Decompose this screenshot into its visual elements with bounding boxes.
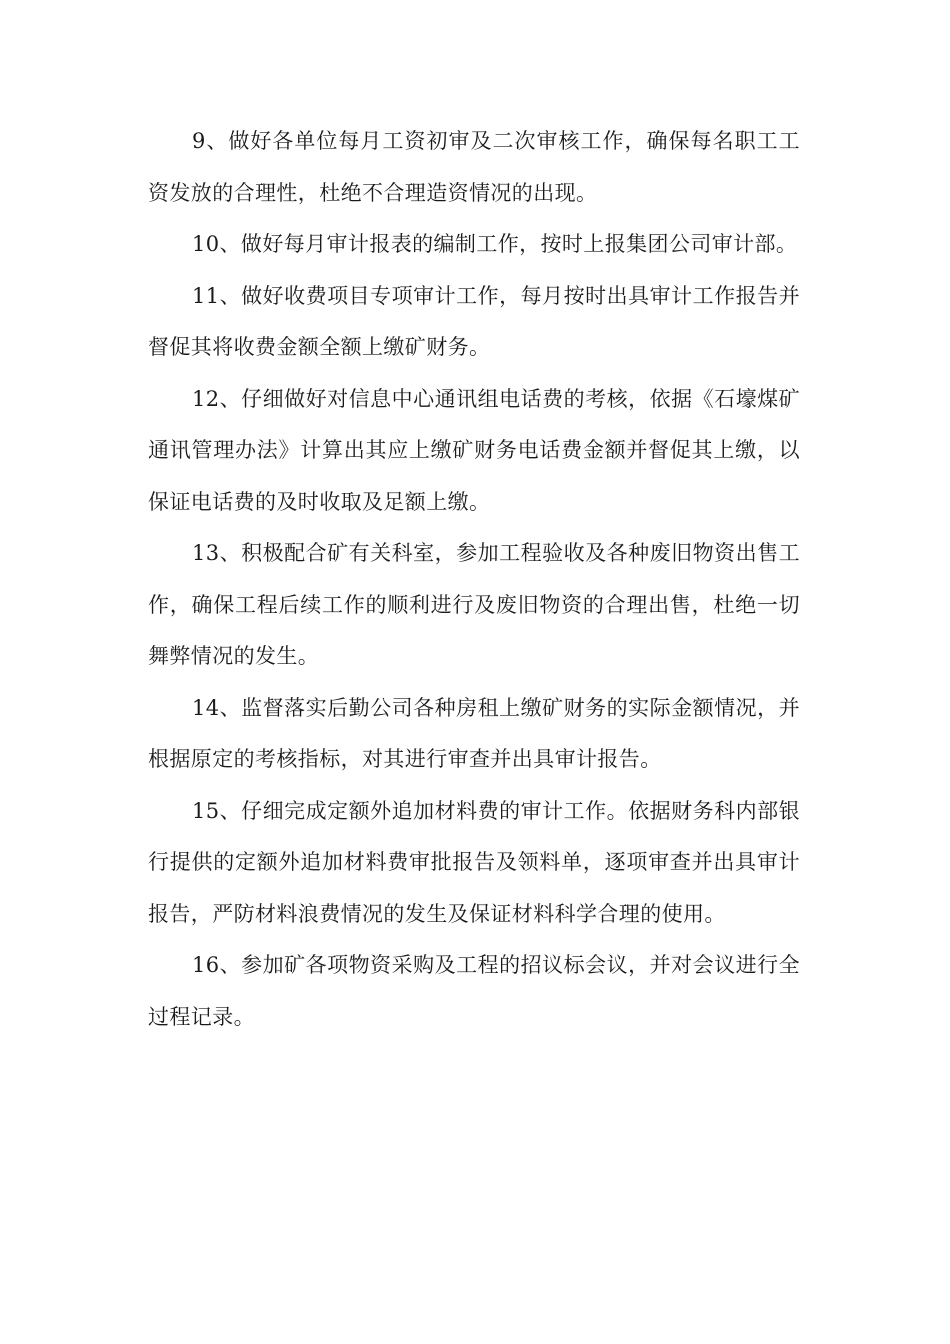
paragraph-item-15: 15、仔细完成定额外追加材料费的审计工作。依据财务科内部银行提供的定额外追加材料费审批报告及领料单，逐项审查并出具审计报告，严防材料浪费情况的发生及保证材料科学合理的使用。 bbox=[148, 798, 800, 926]
paragraph-item-14: 14、监督落实后勤公司各种房租上缴矿财务的实际金额情况，并根据原定的考核指标，对其进行审查并出具审计报告。 bbox=[148, 695, 800, 771]
paragraph-item-11: 11、做好收费项目专项审计工作，每月按时出具审计工作报告并督促其将收费金额全额上缴矿财务。 bbox=[148, 283, 800, 359]
paragraph-item-16: 16、参加矿各项物资采购及工程的招议标会议，并对会议进行全过程记录。 bbox=[148, 953, 800, 1029]
paragraph-item-13: 13、积极配合矿有关科室，参加工程验收及各种废旧物资出售工作，确保工程后续工作的顺利进行及废旧物资的合理出售，杜绝一切舞弊情况的发生。 bbox=[148, 541, 800, 668]
paragraph-item-9: 9、做好各单位每月工资初审及二次审核工作，确保每名职工工资发放的合理性，杜绝不合理造资情况的出现。 bbox=[148, 129, 800, 205]
document-body bbox=[148, 116, 800, 1043]
paragraph-item-10: 10、做好每月审计报表的编制工作，按时上报集团公司审计部。 bbox=[192, 232, 798, 256]
paragraph-item-12: 12、仔细做好对信息中心通讯组电话费的考核，依据《石壕煤矿通讯管理办法》计算出其应上缴矿财务电话费金额并督促其上缴，以保证电话费的及时收取及足额上缴。 bbox=[148, 386, 800, 514]
